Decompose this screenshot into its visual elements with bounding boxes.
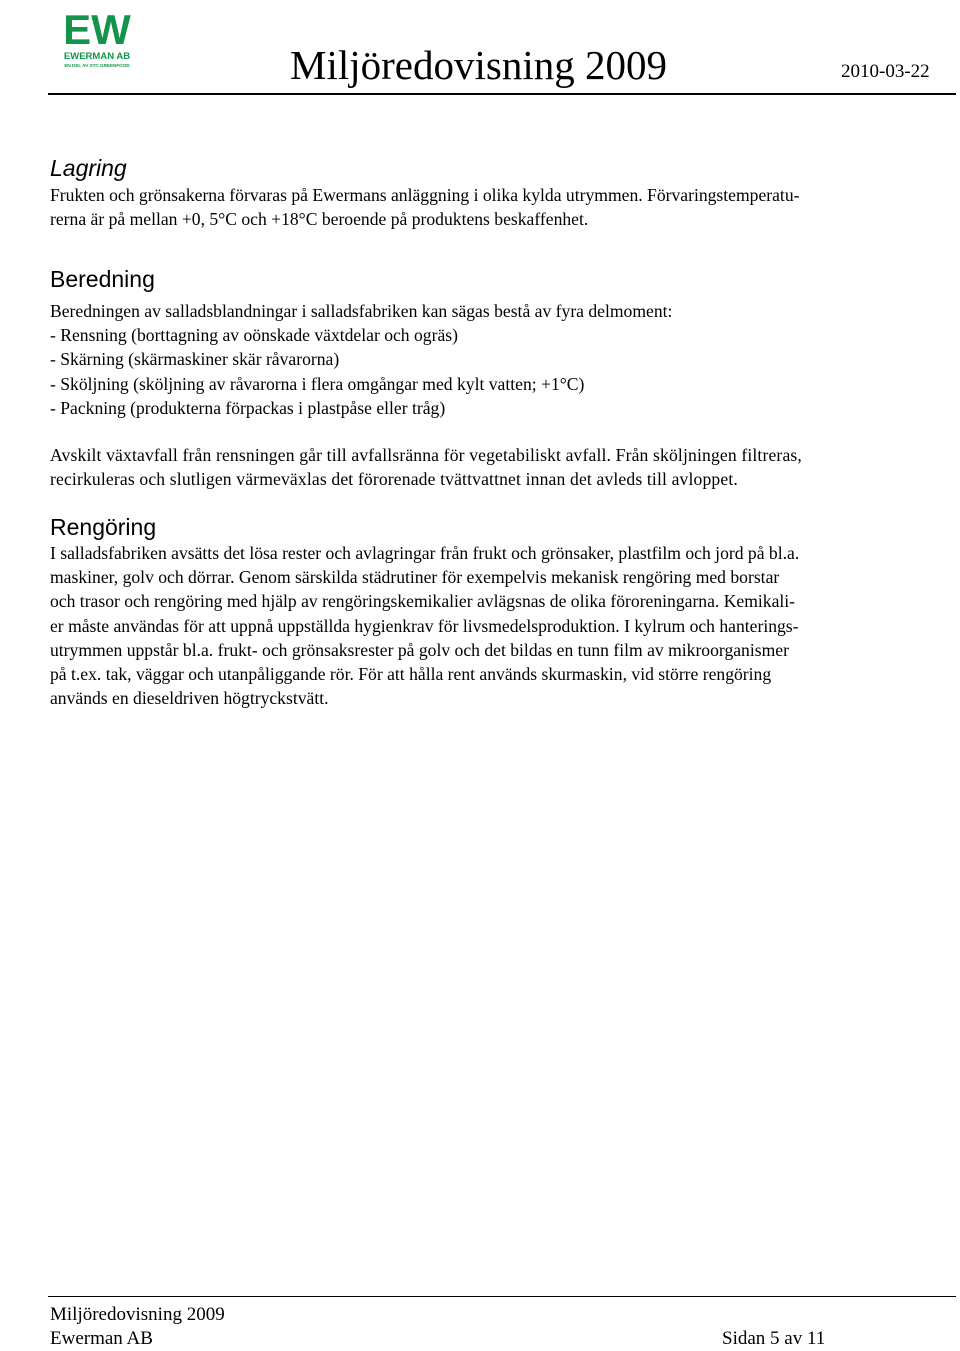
footer-company-name: Ewerman AB [50,1328,153,1349]
logo-monogram: EW [63,6,131,53]
paragraph-line: Frukten och grönsakerna förvaras på Ewermans anläggning i olika kylda utrymmen. Förvaringstemperatu- [50,185,800,205]
page-header [0,0,960,96]
paragraph-beredning-steps [50,299,945,420]
document-title: Miljöredovisning 2009 [290,42,667,88]
paragraph-line: Avskilt växtavfall från rensningen går till avfallsränna för vegetabiliskt avfall. Från sköljningen filtreras, [50,445,802,465]
logo-company-name: EWERMAN AB [63,51,131,62]
ewerman-logo [56,4,140,70]
document-date: 2010-03-22 [841,61,930,82]
section-heading-rengoring: Rengöring [50,514,157,540]
section-heading-lagring: Lagring [50,155,127,181]
paragraph-line: används en dieseldriven högtryckstvätt. [50,688,329,709]
ewerman-logo-image [56,4,140,70]
header-divider [48,93,956,95]
footer-document-title: Miljöredovisning 2009 [50,1304,225,1325]
footer-page-number: Sidan 5 av 11 [722,1328,826,1349]
paragraph-line: rerna är på mellan +0, 5°C och +18°C beroende på produktens beskaffenhet. [50,209,589,230]
paragraph-line: på t.ex. tak, väggar och utanpåliggande rör. För att hålla rent används skurmaskin, vid större rengöring [50,664,772,685]
paragraph-lagring [50,183,945,231]
section-heading-beredning: Beredning [50,266,155,292]
paragraph-line: utrymmen uppstår bl.a. frukt- och grönsaksrester på golv och det bildas en tunn film av mikroorganismer [50,639,789,660]
paragraph-beredning-waste [50,443,945,491]
paragraph-rengoring [50,541,945,710]
paragraph-line: I salladsfabriken avsätts det lösa rester och avlagringar från frukt och grönsaker, plastfilm och jord på bl.a. [50,543,800,563]
paragraph-line: maskiner, golv och dörrar. Genom särskilda städrutiner för exempelvis mekanisk rengöring med borstar [50,567,780,588]
list-item: - Sköljning (sköljning av råvarorna i flera omgångar med kylt vatten; +1°C) [50,373,585,394]
paragraph-line: Beredningen av salladsblandningar i salladsfabriken kan sägas bestå av fyra delmoment: [50,301,673,321]
list-item: - Rensning (borttagning av oönskade växtdelar och ogräs) [50,325,458,346]
paragraph-line: och trasor och rengöring med hjälp av rengöringskemikalier avlägsnas de olika föroreningarna. Kemikali- [50,591,796,612]
paragraph-line: er måste användas för att uppnå uppställda hygienkrav för livsmedelsproduktion. I kylrum och hanterings- [50,615,799,636]
logo-tagline: EN DEL AV STC GREENFOOD [64,63,130,68]
paragraph-line: recirkuleras och slutligen värmeväxlas det förorenade tvättvattnet innan det avleds till avloppet. [50,469,738,490]
footer-divider [48,1296,956,1297]
list-item: - Skärning (skärmaskiner skär råvarorna) [50,349,340,370]
list-item: - Packning (produkterna förpackas i plastpåse eller tråg) [50,397,446,418]
